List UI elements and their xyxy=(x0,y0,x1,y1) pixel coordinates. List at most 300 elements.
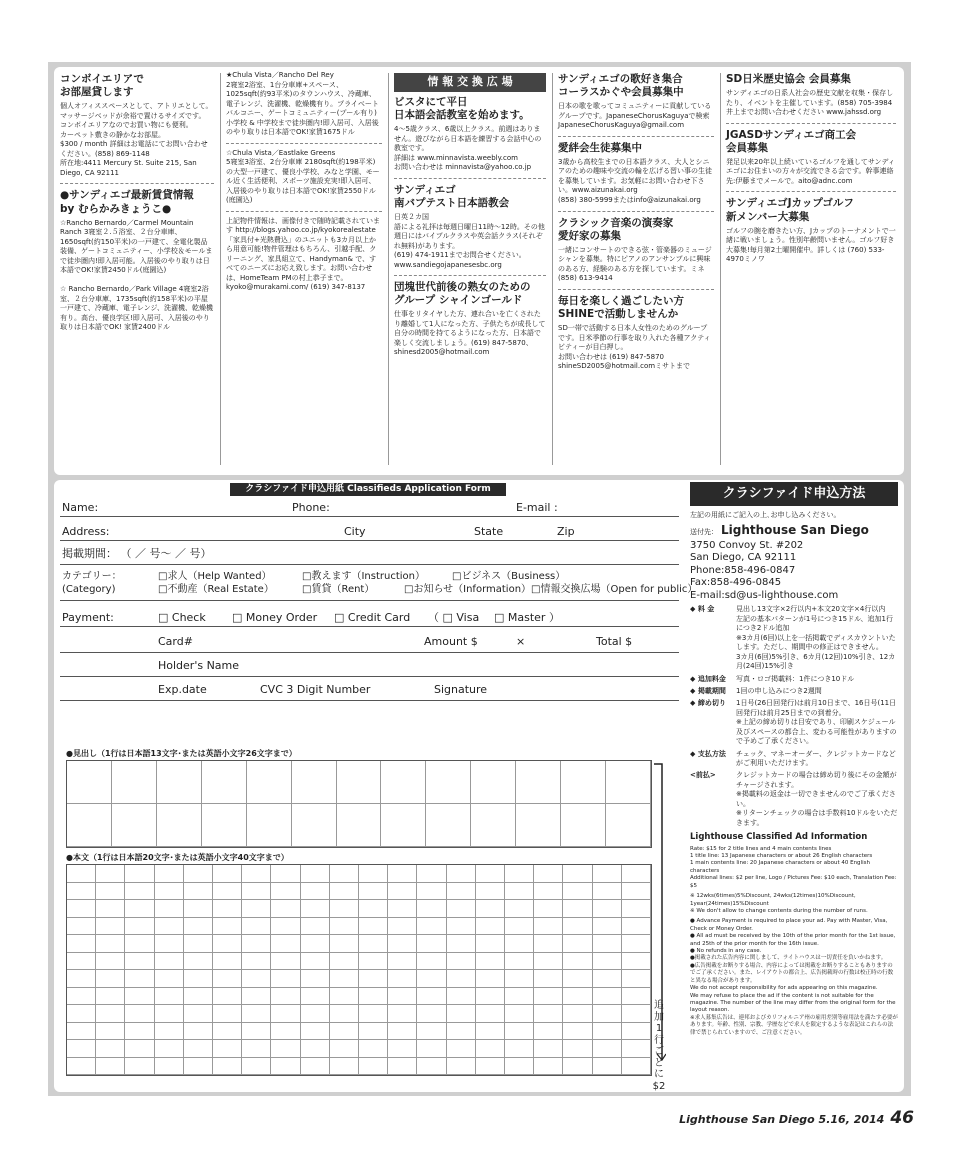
char-cell[interactable] xyxy=(125,918,154,936)
char-cell[interactable] xyxy=(125,883,154,901)
char-cell[interactable] xyxy=(184,883,213,901)
char-cell[interactable] xyxy=(67,1005,96,1023)
char-cell[interactable] xyxy=(563,883,592,901)
char-cell[interactable] xyxy=(359,935,388,953)
char-cell[interactable] xyxy=(242,865,271,883)
char-cell[interactable] xyxy=(155,865,184,883)
char-cell[interactable] xyxy=(622,935,651,953)
char-cell[interactable] xyxy=(359,988,388,1006)
char-cell[interactable] xyxy=(242,1040,271,1058)
char-cell[interactable] xyxy=(271,883,300,901)
char-cell[interactable] xyxy=(426,761,471,804)
char-cell[interactable] xyxy=(67,761,112,804)
char-cell[interactable] xyxy=(301,1023,330,1041)
char-cell[interactable] xyxy=(184,1023,213,1041)
signature-label: Signature xyxy=(434,683,488,696)
name-line[interactable] xyxy=(60,516,679,517)
period-label[interactable]: 掲載期間： （ ／ 号～ ／ 号） xyxy=(62,547,212,560)
char-cell[interactable] xyxy=(593,1005,622,1023)
char-cell[interactable] xyxy=(242,1058,271,1076)
char-cell[interactable] xyxy=(213,953,242,971)
char-cell[interactable] xyxy=(292,761,337,804)
char-cell[interactable] xyxy=(271,988,300,1006)
char-cell[interactable] xyxy=(96,900,125,918)
char-cell[interactable] xyxy=(330,865,359,883)
char-cell[interactable] xyxy=(155,1058,184,1076)
char-cell[interactable] xyxy=(447,865,476,883)
char-cell[interactable] xyxy=(417,865,446,883)
body-grid[interactable] xyxy=(66,864,652,1076)
char-cell[interactable] xyxy=(330,1005,359,1023)
char-cell[interactable] xyxy=(213,918,242,936)
char-cell[interactable] xyxy=(301,1058,330,1076)
char-cell[interactable] xyxy=(301,918,330,936)
char-cell[interactable] xyxy=(301,883,330,901)
char-cell[interactable] xyxy=(125,970,154,988)
char-cell[interactable] xyxy=(96,1058,125,1076)
char-cell[interactable] xyxy=(301,865,330,883)
char-cell[interactable] xyxy=(271,1005,300,1023)
char-cell[interactable] xyxy=(301,970,330,988)
listing-separator xyxy=(726,191,896,192)
form-header: クラシファイド申込用紙 Classifieds Application Form xyxy=(230,483,506,496)
char-cell[interactable] xyxy=(125,953,154,971)
card-line[interactable] xyxy=(60,652,679,653)
char-cell[interactable] xyxy=(242,953,271,971)
char-cell[interactable] xyxy=(622,918,651,936)
char-cell[interactable] xyxy=(505,900,534,918)
category-information[interactable]: □お知らせ（Information）□情報交換広場（Open for public） xyxy=(404,584,698,595)
char-cell[interactable] xyxy=(534,1023,563,1041)
char-cell[interactable] xyxy=(213,1058,242,1076)
char-cell[interactable] xyxy=(471,804,516,847)
char-cell[interactable] xyxy=(563,918,592,936)
char-cell[interactable] xyxy=(67,1058,96,1076)
char-cell[interactable] xyxy=(622,900,651,918)
char-cell[interactable] xyxy=(271,953,300,971)
char-cell[interactable] xyxy=(417,988,446,1006)
char-cell[interactable] xyxy=(563,865,592,883)
char-cell[interactable] xyxy=(242,918,271,936)
name-label: Name: xyxy=(62,501,99,514)
char-cell[interactable] xyxy=(96,988,125,1006)
char-cell[interactable] xyxy=(125,1058,154,1076)
char-cell[interactable] xyxy=(516,761,561,804)
char-cell[interactable] xyxy=(417,953,446,971)
char-cell[interactable] xyxy=(447,918,476,936)
char-cell[interactable] xyxy=(67,953,96,971)
char-cell[interactable] xyxy=(155,1005,184,1023)
char-cell[interactable] xyxy=(67,918,96,936)
char-cell[interactable] xyxy=(593,883,622,901)
char-cell[interactable] xyxy=(505,865,534,883)
char-cell[interactable] xyxy=(593,970,622,988)
char-cell[interactable] xyxy=(184,1005,213,1023)
char-cell[interactable] xyxy=(184,988,213,1006)
char-cell[interactable] xyxy=(534,988,563,1006)
char-cell[interactable] xyxy=(417,1005,446,1023)
char-cell[interactable] xyxy=(476,1040,505,1058)
char-cell[interactable] xyxy=(271,900,300,918)
listing-separator xyxy=(558,211,714,212)
char-cell[interactable] xyxy=(125,988,154,1006)
char-cell[interactable] xyxy=(184,1040,213,1058)
char-cell[interactable] xyxy=(213,1040,242,1058)
char-cell[interactable] xyxy=(622,1058,651,1076)
char-cell[interactable] xyxy=(563,988,592,1006)
char-cell[interactable] xyxy=(271,865,300,883)
char-cell[interactable] xyxy=(476,1023,505,1041)
category-rent[interactable]: □賃貸（Rent） xyxy=(302,584,375,595)
char-cell[interactable] xyxy=(447,883,476,901)
char-cell[interactable] xyxy=(155,918,184,936)
char-cell[interactable] xyxy=(125,900,154,918)
char-cell[interactable] xyxy=(476,918,505,936)
char-cell[interactable] xyxy=(476,953,505,971)
char-cell[interactable] xyxy=(388,1023,417,1041)
char-cell[interactable] xyxy=(563,1058,592,1076)
char-cell[interactable] xyxy=(125,1023,154,1041)
char-cell[interactable] xyxy=(242,1023,271,1041)
char-cell[interactable] xyxy=(381,761,426,804)
char-cell[interactable] xyxy=(622,970,651,988)
char-cell[interactable] xyxy=(112,761,157,804)
char-cell[interactable] xyxy=(271,935,300,953)
char-cell[interactable] xyxy=(447,1023,476,1041)
char-cell[interactable] xyxy=(184,935,213,953)
credit-card-option[interactable]: □ Credit Card xyxy=(334,611,411,624)
char-cell[interactable] xyxy=(476,865,505,883)
char-cell[interactable] xyxy=(417,918,446,936)
char-cell[interactable] xyxy=(330,953,359,971)
char-cell[interactable] xyxy=(330,988,359,1006)
char-cell[interactable] xyxy=(96,918,125,936)
char-cell[interactable] xyxy=(301,953,330,971)
char-cell[interactable] xyxy=(242,1005,271,1023)
char-cell[interactable] xyxy=(505,935,534,953)
char-cell[interactable] xyxy=(505,1058,534,1076)
char-cell[interactable] xyxy=(301,988,330,1006)
char-cell[interactable] xyxy=(534,918,563,936)
char-cell[interactable] xyxy=(563,900,592,918)
char-cell[interactable] xyxy=(330,970,359,988)
listing-separator xyxy=(558,289,714,290)
char-cell[interactable] xyxy=(125,865,154,883)
char-cell[interactable] xyxy=(155,988,184,1006)
char-cell[interactable] xyxy=(247,761,292,804)
char-cell[interactable] xyxy=(563,1023,592,1041)
char-cell[interactable] xyxy=(271,1058,300,1076)
char-cell[interactable] xyxy=(67,883,96,901)
char-cell[interactable] xyxy=(388,865,417,883)
char-cell[interactable] xyxy=(622,865,651,883)
char-cell[interactable] xyxy=(447,953,476,971)
char-cell[interactable] xyxy=(534,970,563,988)
char-cell[interactable] xyxy=(593,1058,622,1076)
char-cell[interactable] xyxy=(417,900,446,918)
char-cell[interactable] xyxy=(359,865,388,883)
char-cell[interactable] xyxy=(67,970,96,988)
char-cell[interactable] xyxy=(561,804,606,847)
char-cell[interactable] xyxy=(388,1040,417,1058)
char-cell[interactable] xyxy=(213,883,242,901)
title-grid[interactable] xyxy=(66,760,652,848)
master-option[interactable]: □ Master ） xyxy=(494,611,560,624)
char-cell[interactable] xyxy=(301,900,330,918)
char-cell[interactable] xyxy=(476,1058,505,1076)
char-cell[interactable] xyxy=(67,804,112,847)
char-cell[interactable] xyxy=(157,761,202,804)
holder-line[interactable] xyxy=(60,676,679,677)
char-cell[interactable] xyxy=(96,1040,125,1058)
char-cell[interactable] xyxy=(593,988,622,1006)
instruction-key: ◆ 支払方法 xyxy=(690,749,726,758)
char-cell[interactable] xyxy=(388,1058,417,1076)
char-cell[interactable] xyxy=(301,1005,330,1023)
char-cell[interactable] xyxy=(563,1005,592,1023)
char-cell[interactable] xyxy=(593,935,622,953)
char-cell[interactable] xyxy=(155,1023,184,1041)
listing-column-5 xyxy=(722,71,900,469)
char-cell[interactable] xyxy=(330,900,359,918)
listing-separator xyxy=(394,275,546,276)
char-cell[interactable] xyxy=(447,1058,476,1076)
char-cell[interactable] xyxy=(476,900,505,918)
char-cell[interactable] xyxy=(593,1023,622,1041)
char-cell[interactable] xyxy=(606,804,651,847)
char-cell[interactable] xyxy=(184,970,213,988)
category-help-wanted[interactable]: □求人（Help Wanted） xyxy=(158,571,272,582)
char-cell[interactable] xyxy=(155,970,184,988)
char-cell[interactable] xyxy=(447,900,476,918)
char-cell[interactable] xyxy=(125,1040,154,1058)
char-cell[interactable] xyxy=(593,918,622,936)
char-cell[interactable] xyxy=(622,988,651,1006)
char-cell[interactable] xyxy=(242,970,271,988)
char-cell[interactable] xyxy=(202,804,247,847)
char-cell[interactable] xyxy=(505,988,534,1006)
char-cell[interactable] xyxy=(417,1058,446,1076)
char-cell[interactable] xyxy=(337,761,382,804)
char-cell[interactable] xyxy=(112,804,157,847)
char-cell[interactable] xyxy=(67,1023,96,1041)
char-cell[interactable] xyxy=(505,918,534,936)
char-cell[interactable] xyxy=(426,804,471,847)
char-cell[interactable] xyxy=(247,804,292,847)
char-cell[interactable] xyxy=(606,761,651,804)
char-cell[interactable] xyxy=(96,865,125,883)
char-cell[interactable] xyxy=(184,953,213,971)
exp-line[interactable] xyxy=(60,700,679,701)
char-cell[interactable] xyxy=(447,988,476,1006)
char-cell[interactable] xyxy=(505,953,534,971)
char-cell[interactable] xyxy=(593,953,622,971)
char-cell[interactable] xyxy=(534,1040,563,1058)
char-cell[interactable] xyxy=(388,900,417,918)
char-cell[interactable] xyxy=(359,900,388,918)
char-cell[interactable] xyxy=(417,935,446,953)
char-cell[interactable] xyxy=(563,970,592,988)
char-cell[interactable] xyxy=(476,1005,505,1023)
visa-option[interactable]: （ □ Visa xyxy=(428,611,480,624)
char-cell[interactable] xyxy=(155,935,184,953)
char-cell[interactable] xyxy=(271,1040,300,1058)
char-cell[interactable] xyxy=(447,1040,476,1058)
char-cell[interactable] xyxy=(359,953,388,971)
category-instruction[interactable]: □教えます（Instruction） xyxy=(302,571,425,582)
char-cell[interactable] xyxy=(534,1005,563,1023)
char-cell[interactable] xyxy=(242,883,271,901)
char-cell[interactable] xyxy=(505,1005,534,1023)
check-option[interactable]: □ Check xyxy=(158,611,206,624)
char-cell[interactable] xyxy=(622,953,651,971)
char-cell[interactable] xyxy=(622,1005,651,1023)
char-cell[interactable] xyxy=(388,883,417,901)
extra-line-note: 追加1行ごとに$2 xyxy=(652,1000,666,1092)
char-cell[interactable] xyxy=(184,1058,213,1076)
char-cell[interactable] xyxy=(67,988,96,1006)
char-cell[interactable] xyxy=(96,883,125,901)
category-business[interactable]: □ビジネス（Business） xyxy=(452,571,566,582)
char-cell[interactable] xyxy=(388,1005,417,1023)
english-info-rates: Rate: $15 for 2 title lines and 4 main contents lines 1 title line: 13 Japanese characters or about 26 English characters 1 main contents line: 20 Japanese characters or about 40 English characters Additional lines: $2 per line, Logo / Pictures Fee: $10 each, Translation Fee: $5 xyxy=(690,845,897,889)
char-cell[interactable] xyxy=(96,935,125,953)
char-cell[interactable] xyxy=(330,1023,359,1041)
char-cell[interactable] xyxy=(301,935,330,953)
char-cell[interactable] xyxy=(96,970,125,988)
char-cell[interactable] xyxy=(534,883,563,901)
char-cell[interactable] xyxy=(563,953,592,971)
address-line[interactable] xyxy=(60,540,679,541)
char-cell[interactable] xyxy=(622,1040,651,1058)
char-cell[interactable] xyxy=(301,1040,330,1058)
char-cell[interactable] xyxy=(330,1058,359,1076)
char-cell[interactable] xyxy=(505,1040,534,1058)
char-cell[interactable] xyxy=(534,1058,563,1076)
char-cell[interactable] xyxy=(359,883,388,901)
char-cell[interactable] xyxy=(157,804,202,847)
char-cell[interactable] xyxy=(359,918,388,936)
char-cell[interactable] xyxy=(534,953,563,971)
char-cell[interactable] xyxy=(67,1040,96,1058)
money-order-option[interactable]: □ Money Order xyxy=(232,611,318,624)
char-cell[interactable] xyxy=(213,1023,242,1041)
char-cell[interactable] xyxy=(213,900,242,918)
char-cell[interactable] xyxy=(593,900,622,918)
char-cell[interactable] xyxy=(155,953,184,971)
char-cell[interactable] xyxy=(213,1005,242,1023)
char-cell[interactable] xyxy=(330,1040,359,1058)
char-cell[interactable] xyxy=(534,900,563,918)
char-cell[interactable] xyxy=(202,761,247,804)
char-cell[interactable] xyxy=(471,761,516,804)
char-cell[interactable] xyxy=(381,804,426,847)
char-cell[interactable] xyxy=(359,1005,388,1023)
char-cell[interactable] xyxy=(359,1023,388,1041)
char-cell[interactable] xyxy=(271,1023,300,1041)
char-cell[interactable] xyxy=(505,970,534,988)
char-cell[interactable] xyxy=(388,935,417,953)
char-cell[interactable] xyxy=(534,935,563,953)
char-cell[interactable] xyxy=(622,883,651,901)
char-cell[interactable] xyxy=(593,1040,622,1058)
char-cell[interactable] xyxy=(96,1023,125,1041)
char-cell[interactable] xyxy=(330,935,359,953)
char-cell[interactable] xyxy=(213,865,242,883)
char-cell[interactable] xyxy=(213,988,242,1006)
char-cell[interactable] xyxy=(417,1040,446,1058)
char-cell[interactable] xyxy=(271,970,300,988)
char-cell[interactable] xyxy=(242,935,271,953)
char-cell[interactable] xyxy=(155,1040,184,1058)
char-cell[interactable] xyxy=(155,900,184,918)
char-cell[interactable] xyxy=(388,918,417,936)
char-cell[interactable] xyxy=(505,1023,534,1041)
char-cell[interactable] xyxy=(96,953,125,971)
char-cell[interactable] xyxy=(622,1023,651,1041)
char-cell[interactable] xyxy=(447,970,476,988)
char-cell[interactable] xyxy=(417,883,446,901)
char-cell[interactable] xyxy=(67,935,96,953)
category-real-estate[interactable]: □不動産（Real Estate） xyxy=(158,584,274,595)
char-cell[interactable] xyxy=(516,804,561,847)
char-cell[interactable] xyxy=(563,1040,592,1058)
char-cell[interactable] xyxy=(337,804,382,847)
char-cell[interactable] xyxy=(125,935,154,953)
char-cell[interactable] xyxy=(155,883,184,901)
char-cell[interactable] xyxy=(330,883,359,901)
char-cell[interactable] xyxy=(476,935,505,953)
char-cell[interactable] xyxy=(388,988,417,1006)
char-cell[interactable] xyxy=(67,900,96,918)
char-cell[interactable] xyxy=(388,970,417,988)
char-cell[interactable] xyxy=(330,918,359,936)
char-cell[interactable] xyxy=(417,1023,446,1041)
char-cell[interactable] xyxy=(534,865,563,883)
char-cell[interactable] xyxy=(292,804,337,847)
listing-heading: サンディエゴ 南バプテスト日本語教会 xyxy=(394,183,510,209)
char-cell[interactable] xyxy=(593,865,622,883)
instructions-panel xyxy=(684,480,904,1092)
char-cell[interactable] xyxy=(447,1005,476,1023)
char-cell[interactable] xyxy=(417,970,446,988)
instructions-rows xyxy=(690,605,898,828)
char-cell[interactable] xyxy=(476,970,505,988)
char-cell[interactable] xyxy=(476,988,505,1006)
listing-body: ★Chula Vista／Rancho Del Rey 2寝室2浴室、1台分車庫+スペース、1025sqft(約93平米)のタウンハウス、冷蔵庫、電子レンジ、洗濯機、乾燥機有り。プライベートバルコニー、ゲートコミュニティー(プール有り) 小学校 & 中学校まで徒歩圏内!即入居可、入居後のやり取りは日本語でOK!家賃1675ドル xyxy=(226,71,379,137)
char-cell[interactable] xyxy=(359,1058,388,1076)
char-cell[interactable] xyxy=(67,865,96,883)
char-cell[interactable] xyxy=(476,883,505,901)
char-cell[interactable] xyxy=(125,1005,154,1023)
char-cell[interactable] xyxy=(184,900,213,918)
char-cell[interactable] xyxy=(359,1040,388,1058)
char-cell[interactable] xyxy=(96,1005,125,1023)
char-cell[interactable] xyxy=(359,970,388,988)
char-cell[interactable] xyxy=(561,761,606,804)
char-cell[interactable] xyxy=(388,953,417,971)
char-cell[interactable] xyxy=(242,900,271,918)
char-cell[interactable] xyxy=(184,865,213,883)
char-cell[interactable] xyxy=(213,970,242,988)
char-cell[interactable] xyxy=(242,988,271,1006)
char-cell[interactable] xyxy=(271,918,300,936)
char-cell[interactable] xyxy=(505,883,534,901)
char-cell[interactable] xyxy=(447,935,476,953)
char-cell[interactable] xyxy=(213,935,242,953)
char-cell[interactable] xyxy=(184,918,213,936)
char-cell[interactable] xyxy=(563,935,592,953)
